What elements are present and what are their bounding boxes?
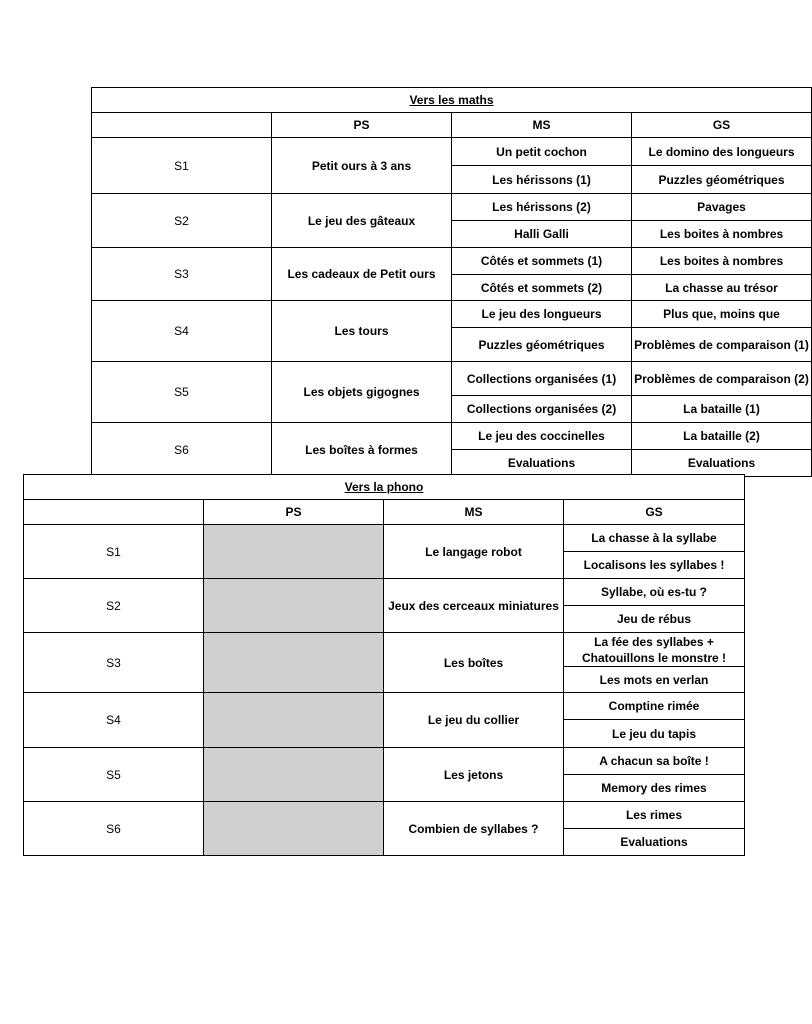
maths-gs-activity: Les boites à nombres — [632, 221, 812, 248]
phono-session-label: S5 — [24, 748, 204, 802]
maths-ms-activity: Collections organisées (1) — [452, 362, 632, 396]
phono-row-s3 — [24, 633, 745, 667]
phono-row-s1 — [24, 525, 745, 552]
phono-table — [23, 474, 745, 856]
maths-gs-activity: Plus que, moins que — [632, 301, 812, 328]
maths-ps-activity: Petit ours à 3 ans — [272, 138, 452, 194]
phono-ms-activity: Les jetons — [384, 748, 564, 802]
phono-ps-empty-cell — [204, 633, 384, 693]
maths-ms-activity: Collections organisées (2) — [452, 396, 632, 423]
phono-gs-activity: Comptine rimée — [564, 693, 745, 720]
phono-session-label: S6 — [24, 802, 204, 856]
maths-gs-activity: Problèmes de comparaison (2) — [632, 362, 812, 396]
maths-session-label: S3 — [92, 248, 272, 301]
phono-session-label: S1 — [24, 525, 204, 579]
phono-header-ms: MS — [384, 500, 564, 525]
maths-title: Vers les maths — [92, 88, 812, 113]
phono-row-s2 — [24, 579, 745, 606]
phono-row-s5 — [24, 748, 745, 775]
maths-row-s2 — [92, 194, 812, 221]
phono-ps-empty-cell — [204, 525, 384, 579]
maths-header-row — [92, 113, 812, 138]
maths-gs-activity: Evaluations — [632, 450, 812, 477]
phono-session-label: S3 — [24, 633, 204, 693]
phono-gs-activity: La chasse à la syllabe — [564, 525, 745, 552]
phono-title: Vers la phono — [24, 475, 745, 500]
maths-ps-activity: Les cadeaux de Petit ours — [272, 248, 452, 301]
maths-gs-activity: La bataille (1) — [632, 396, 812, 423]
phono-gs-activity: Jeu de rébus — [564, 606, 745, 633]
maths-header-ms: MS — [452, 113, 632, 138]
maths-ps-activity: Les boîtes à formes — [272, 423, 452, 477]
maths-row-s1 — [92, 138, 812, 166]
phono-ms-activity: Le langage robot — [384, 525, 564, 579]
maths-gs-activity: La chasse au trésor — [632, 275, 812, 301]
maths-row-s4 — [92, 301, 812, 328]
maths-header-ps: PS — [272, 113, 452, 138]
maths-row-s5 — [92, 362, 812, 396]
phono-ps-empty-cell — [204, 693, 384, 748]
maths-gs-activity: La bataille (2) — [632, 423, 812, 450]
phono-row-s4 — [24, 693, 745, 720]
phono-ps-empty-cell — [204, 802, 384, 856]
maths-ms-activity: Halli Galli — [452, 221, 632, 248]
phono-gs-activity: A chacun sa boîte ! — [564, 748, 745, 775]
phono-header-row — [24, 500, 745, 525]
maths-gs-activity: Le domino des longueurs — [632, 138, 812, 166]
maths-row-s3 — [92, 248, 812, 275]
phono-header-gs: GS — [564, 500, 745, 525]
phono-session-label: S4 — [24, 693, 204, 748]
maths-ms-activity: Le jeu des coccinelles — [452, 423, 632, 450]
phono-ms-activity: Jeux des cerceaux miniatures — [384, 579, 564, 633]
phono-gs-activity: Les mots en verlan — [564, 667, 745, 693]
maths-ms-activity: Puzzles géométriques — [452, 328, 632, 362]
phono-header-blank — [24, 500, 204, 525]
phono-gs-activity: Evaluations — [564, 829, 745, 856]
phono-gs-activity: Les rimes — [564, 802, 745, 829]
phono-ms-activity: Le jeu du collier — [384, 693, 564, 748]
maths-gs-activity: Problèmes de comparaison (1) — [632, 328, 812, 362]
maths-table — [91, 87, 812, 477]
maths-row-s6 — [92, 423, 812, 450]
maths-ps-activity: Le jeu des gâteaux — [272, 194, 452, 248]
maths-header-gs: GS — [632, 113, 812, 138]
maths-ms-activity: Un petit cochon — [452, 138, 632, 166]
phono-gs-activity: La fée des syllabes + Chatouillons le monstre ! — [564, 633, 745, 667]
maths-session-label: S4 — [92, 301, 272, 362]
phono-session-label: S2 — [24, 579, 204, 633]
maths-gs-activity: Puzzles géométriques — [632, 166, 812, 194]
maths-ms-activity: Le jeu des longueurs — [452, 301, 632, 328]
phono-gs-activity: Memory des rimes — [564, 775, 745, 802]
maths-session-label: S6 — [92, 423, 272, 477]
phono-ps-empty-cell — [204, 579, 384, 633]
phono-ms-activity: Les boîtes — [384, 633, 564, 693]
phono-ms-activity: Combien de syllabes ? — [384, 802, 564, 856]
maths-ms-activity: Côtés et sommets (1) — [452, 248, 632, 275]
maths-ps-activity: Les tours — [272, 301, 452, 362]
maths-gs-activity: Pavages — [632, 194, 812, 221]
maths-ms-activity: Les hérissons (2) — [452, 194, 632, 221]
maths-session-label: S2 — [92, 194, 272, 248]
maths-ms-activity: Les hérissons (1) — [452, 166, 632, 194]
maths-ms-activity: Côtés et sommets (2) — [452, 275, 632, 301]
maths-header-blank — [92, 113, 272, 138]
phono-ps-empty-cell — [204, 748, 384, 802]
maths-ms-activity: Evaluations — [452, 450, 632, 477]
maths-gs-activity: Les boites à nombres — [632, 248, 812, 275]
maths-session-label: S1 — [92, 138, 272, 194]
maths-session-label: S5 — [92, 362, 272, 423]
phono-gs-activity: Localisons les syllabes ! — [564, 552, 745, 579]
maths-ps-activity: Les objets gigognes — [272, 362, 452, 423]
phono-row-s6 — [24, 802, 745, 829]
phono-header-ps: PS — [204, 500, 384, 525]
phono-gs-activity: Syllabe, où es-tu ? — [564, 579, 745, 606]
phono-gs-activity: Le jeu du tapis — [564, 720, 745, 748]
